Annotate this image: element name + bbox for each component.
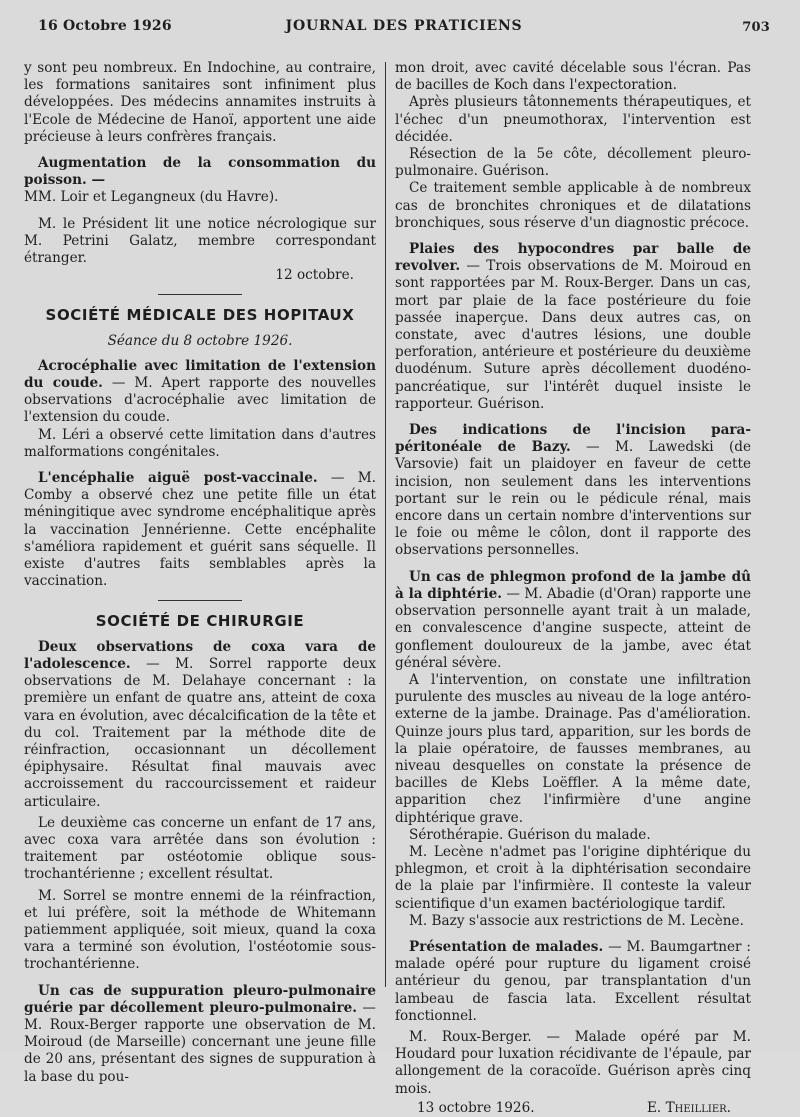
suppuration-paragraph bbox=[24, 983, 376, 1086]
society-chirurgie-heading: SOCIÉTÉ DE CHIRURGIE bbox=[95, 612, 305, 631]
page-header bbox=[38, 18, 770, 40]
sorrel-paragraph: M. Sorrel se montre ennemi de la réinfraction, et lui préfère, soit la méthode de Whitemann patiemment appliquée, soit mieux, quand la coxa vara a terminé son évolution, l'ostéotomie sous-trochantérienne. bbox=[24, 887, 376, 973]
resection-paragraph: Résection de la 5e côte, décollement pleuro-pulmonaire. Guérison. bbox=[395, 146, 751, 180]
coxa-second-case: Le deuxième cas concerne un enfant de 17 ans, avec coxa vara arrêtée dans son évolution : traitement par ostéotomie oblique sous-trochantérienne ; excellent résultat. bbox=[24, 814, 376, 883]
suppuration-text: — M. Roux-Berger rapporte une observation de M. Moiroud (de Marseille) concernant une jeune fille de 20 ans, présentant des signes de suppuration à la base du pou- bbox=[24, 999, 376, 1085]
plaies-paragraph bbox=[395, 241, 751, 413]
enceph-heading: L'encéphalie aiguë post-vaccinale. bbox=[38, 470, 318, 487]
lecene-paragraph: M. Lecène n'admet pas l'origine diphtérique du phlegmon, et croit à la diphtérisation secondaire de la plaie par l'infirmière. Il conteste la valeur scientifique d'un examen bactériologique tardif. bbox=[395, 843, 751, 912]
incision-heading: Des indications de l'incision para-péritonéale de Bazy. bbox=[395, 422, 751, 456]
intro-paragraph: y sont peu nombreux. En Indochine, au contraire, les formations sanitaires sont infiniment plus développées. Des médecins annamites instruits à l'Ecole de Médecine de Hanoï, apportent une aide précieuse à leurs confrères français. bbox=[24, 60, 376, 145]
enceph-paragraph bbox=[24, 470, 376, 590]
continuation-paragraph: mon droit, avec cavité décelable sous l'écran. Pas de bacilles de Koch dans l'expectoration. bbox=[395, 60, 751, 94]
coxa-heading: Deux observations de coxa vara de l'adolescence. bbox=[24, 638, 376, 672]
poisson-heading: Augmentation de la consommation du poisson. — bbox=[24, 155, 376, 189]
page-number: 703 bbox=[742, 20, 770, 35]
suppuration-heading: Un cas de suppuration pleuro-pulmonaire guérie par décollement pleuro-pulmonaire. bbox=[24, 982, 376, 1016]
right-column bbox=[395, 60, 751, 1117]
coxa-text: — M. Sorrel rapporte deux observations de M. Delahaye concernant : la première un enfant de quatre ans, atteint de coxa vara en évolution, avec décalcification de la tête et du col. Traitement par la méthode dite de réinfraction, occasionnant un décollement épiphysaire. Résultat final mauvais avec accroissement du raccourcissement et raideur articulaire. bbox=[24, 655, 376, 810]
phlegmon-heading: Un cas de phlegmon profond de la jambe dû à la diphtérie. bbox=[395, 568, 751, 602]
acro-heading: Acrocéphalie avec limitation de l'extension du coude. bbox=[24, 357, 376, 392]
separator-rule bbox=[158, 294, 242, 295]
plaies-heading: Plaies des hypocondres par balle de revolver. bbox=[395, 241, 751, 275]
journal-title: JOURNAL DES PRATICIENS bbox=[285, 18, 523, 34]
apres-paragraph: Après plusieurs tâtonnements thérapeutiques, et l'échec d'un pneumothorax, l'intervention est décidée. bbox=[395, 94, 751, 145]
incision-text: — M. Lawedski (de Varsovie) fait un plaidoyer en faveur de cette incision, non seulement dans les interventions portant sur le rein ou le pédicule rénal, mais encore dans un certain nombre d'interventions sur le foie ou même le côlon, dont il rapporte des observations personnelles. bbox=[395, 439, 752, 559]
serotherapie-paragraph: Sérothérapie. Guérison du malade. bbox=[409, 826, 651, 843]
phlegmon-paragraph bbox=[395, 569, 751, 672]
coxa-paragraph bbox=[24, 639, 376, 811]
enceph-text: — M. Comby a observé chez une petite fille un état méningitique avec syndrome encéphalitique après la vaccination Jennérienne. Cette encéphalite s'améliora rapidement et guérit sans séquelle. Il existe d'autres faits semblables après la vaccination. bbox=[24, 470, 376, 590]
column-divider bbox=[385, 62, 386, 987]
malades-heading: Présentation de malades. bbox=[409, 938, 604, 955]
plaies-text: — Trois observations de M. Moiroud en sont rapportées par M. Roux-Berger. Dans un cas, mort par plaie de la face postérieure du foie passée inaperçue. Dans deux autres cas, on constate, avec d'autres lésions, une double perforation, antérieure et postérieure du deuxième duodénum. Suture après décollement duodéno-pancréatique, sur l'intérêt duquel insiste le rapporteur. Guérison. bbox=[395, 258, 751, 412]
president-paragraph: M. le Président lit une notice nécrologique sur M. Petrini Galatz, membre correspondant étranger. bbox=[24, 215, 376, 267]
date-12-octobre: 12 octobre. bbox=[275, 267, 354, 284]
poisson-title bbox=[24, 155, 376, 189]
traitement-paragraph: Ce traitement semble applicable à de nombreux cas de bronchites chroniques et de dilatations bronchiques, sous réserve d'un diagnostic précoce. bbox=[395, 180, 751, 231]
date-13-octobre: 13 octobre 1926. bbox=[417, 1099, 535, 1116]
society-medicale-heading: SOCIÉTÉ MÉDICALE DES HOPITAUX bbox=[45, 306, 355, 325]
leri-paragraph: M. Léri a observé cette limitation dans d'autres malformations congénitales. bbox=[24, 426, 376, 460]
left-column bbox=[24, 60, 376, 1086]
intervention-paragraph: A l'intervention, on constate une infiltration purulente des muscles au niveau de la loge antéro-externe de la jambe. Drainage. Pas d'amélioration. Quinze jours plus tard, apparition, sur les bords de la plaie opératoire, de fausses membranes, au niveau desquelles on constate la présence de bacilles de Klebs Loëffler. A la même date, apparition chez l'infirmière d'une angine diphtérique grave. bbox=[395, 671, 751, 826]
separator-rule bbox=[158, 600, 242, 601]
incision-paragraph bbox=[395, 422, 751, 560]
malades-text: — M. Baumgartner : malade opéré pour rupture du ligament croisé antérieur du genou, par transplantation d'un lambeau de fascia lata. Excellent résultat fonctionnel. bbox=[395, 938, 751, 1024]
poisson-authors: MM. Loir et Legangneux (du Havre). bbox=[24, 189, 279, 206]
phlegmon-text: — M. Abadie (d'Oran) rapporte une observation personnelle ayant trait à un malade, en convalescence d'angine suspecte, atteint de gonflement douloureux de la jambe, avec état général sévère. bbox=[395, 585, 751, 671]
header-date: 16 Octobre 1926 bbox=[38, 18, 172, 34]
acro-text: — M. Apert rapporte des nouvelles observations d'acrocéphalie avec limitation de l'extension du coude. bbox=[24, 375, 376, 426]
signoff-line bbox=[395, 1100, 751, 1117]
seance-date: Séance du 8 octobre 1926. bbox=[107, 332, 293, 349]
author-signature: E. Theillier. bbox=[647, 1099, 731, 1116]
bazy-paragraph: M. Bazy s'associe aux restrictions de M. Lecène. bbox=[409, 912, 744, 929]
malades-paragraph bbox=[395, 939, 751, 1025]
acro-paragraph bbox=[24, 358, 376, 427]
roux-berger-paragraph: M. Roux-Berger. — Malade opéré par M. Houdard pour luxation récidivante de l'épaule, par allongement de la coracoïde. Guérison après cinq mois. bbox=[395, 1028, 751, 1097]
